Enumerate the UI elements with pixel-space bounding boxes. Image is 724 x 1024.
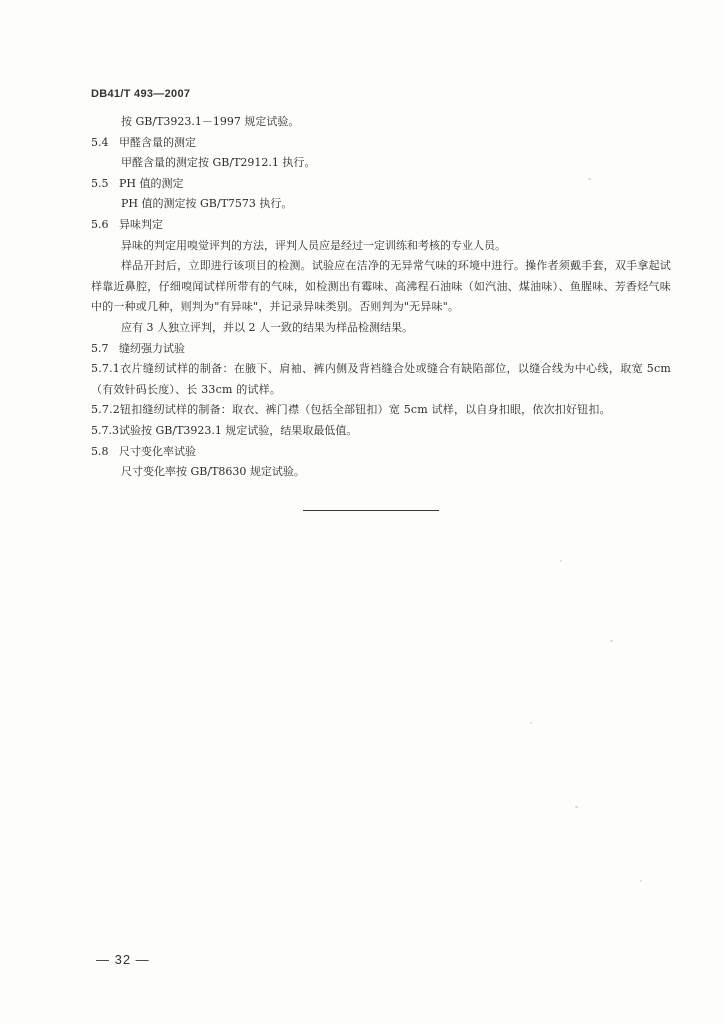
section-number: 5.7.3: [91, 423, 119, 437]
body-line: 应有 3 人独立评判，并以 2 人一致的结果为样品检测结果。: [121, 320, 413, 334]
end-of-text-rule: [303, 510, 439, 511]
section-heading-5-8: [91, 442, 671, 463]
section-heading-5-6: [91, 215, 671, 236]
section-title: 尺寸变化率试验: [119, 444, 196, 458]
body-line: PH 值的测定按 GB/T7573 执行。: [121, 197, 293, 211]
scan-speckle: [560, 560, 562, 562]
section-heading-5-7: [91, 339, 671, 360]
subsection-5-7-2: [91, 400, 671, 421]
section-number: 5.6: [91, 217, 109, 231]
section-title: PH 值的测定: [119, 176, 184, 190]
subsection-5-7-1: [91, 359, 671, 400]
section-number: 5.7: [91, 341, 109, 355]
section-title: 缝纫强力试验: [119, 341, 185, 355]
body-line: 按 GB/T3923.1－1997 规定试验。: [121, 115, 300, 128]
section-number: 5.4: [91, 135, 109, 149]
page-number: — 32 —: [96, 952, 150, 967]
section-title: 异味判定: [119, 217, 163, 231]
section-number: 5.7.1: [91, 362, 120, 376]
standard-code-header: DB41/T 493—2007: [91, 88, 191, 100]
body-line: 异味的判定用嗅觉评判的方法，评判人员应是经过一定训练和考核的专业人员。: [121, 238, 506, 252]
scan-speckle: [640, 880, 642, 882]
scan-speckle: [588, 178, 591, 180]
body-line: 甲醛含量的测定按 GB/T2912.1 执行。: [121, 156, 316, 170]
section-number: 5.5: [91, 176, 109, 190]
section-title: 甲醛含量的测定: [119, 135, 196, 149]
section-number: 5.7.2: [91, 403, 120, 417]
scan-speckle: [610, 640, 613, 642]
body-paragraph: 样品开封后，立即进行该项目的检测。试验应在洁净的无异常气味的环境中进行。操作者须戴手套，双手拿起试样靠近鼻腔，仔细嗅闻试样所带有的气味，如检测出有霉味、高沸程石油味（如汽油、煤油味）、鱼腥味、芳香烃气味中的一种或几种，则判为"有异味"，并记录异味类别。否则判为"无异味"。: [91, 259, 671, 314]
subsection-text: 试验按 GB/T3923.1 规定试验，结果取最低值。: [119, 423, 358, 437]
subsection-text: 衣片缝纫试样的制备：在腋下、肩袖、裤内侧及背裆缝合处或缝合有缺陷部位，以缝合线为中心线，取宽 5cm（有效针码长度）、长 33cm 的试样。: [91, 362, 671, 396]
section-heading-5-5: [91, 174, 671, 195]
scan-speckle: [575, 806, 578, 808]
body-line: 尺寸变化率按 GB/T8630 规定试验。: [121, 465, 305, 479]
scan-speckle: [530, 722, 532, 724]
section-heading-5-4: [91, 133, 671, 154]
document-body: [91, 112, 671, 483]
subsection-text: 钮扣缝纫试样的制备：取衣、裤门襟（包括全部钮扣）宽 5cm 试样，以自身扣眼，依次扣好钮扣。: [120, 403, 611, 417]
subsection-5-7-3: [91, 421, 671, 442]
section-number: 5.8: [91, 444, 109, 458]
